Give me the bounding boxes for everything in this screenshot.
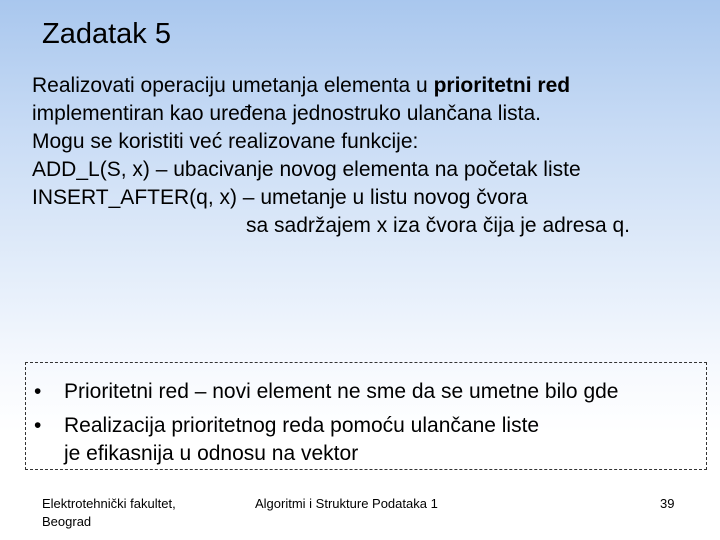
notes-box xyxy=(25,362,707,470)
bullet-icon: • xyxy=(34,414,42,437)
bullet-continuation: je efikasnija u odnosu na vektor xyxy=(64,442,359,465)
footer-institution-line-1: Elektrotehnički fakultet, xyxy=(42,496,176,511)
bullet-item xyxy=(34,378,618,406)
description-line-1 xyxy=(32,72,702,100)
bullet-text: Realizacija prioritetnog reda pomoću ulančane liste xyxy=(64,414,540,437)
description-line-2: implementiran kao uređena jednostruko ulančana lista. xyxy=(32,102,541,125)
bullet-text: Prioritetni red – novi element ne sme da se umetne bilo gde xyxy=(64,380,619,403)
function-insert-after-continued: sa sadržajem x iza čvora čija je adresa q. xyxy=(246,214,630,237)
description-line-3: Mogu se koristiti već realizovane funkcije: xyxy=(32,130,419,153)
footer-course: Algoritmi i Strukture Podataka 1 xyxy=(255,496,438,511)
bullet-icon: • xyxy=(34,380,42,403)
function-insert-after: INSERT_AFTER(q, x) – umetanje u listu novog čvora xyxy=(32,186,528,209)
slide-title: Zadatak 5 xyxy=(42,18,171,50)
bullet-item xyxy=(34,412,539,440)
footer-institution-line-2: Beograd xyxy=(42,514,92,529)
description-line-1-text: Realizovati operaciju umetanja elementa u xyxy=(32,74,434,97)
footer-institution xyxy=(42,495,176,531)
priority-queue-term: prioritetni red xyxy=(433,74,571,97)
task-description xyxy=(32,72,702,240)
footer-page-number: 39 xyxy=(660,496,675,511)
function-add-l: ADD_L(S, x) – ubacivanje novog elementa na početak liste xyxy=(32,158,581,181)
